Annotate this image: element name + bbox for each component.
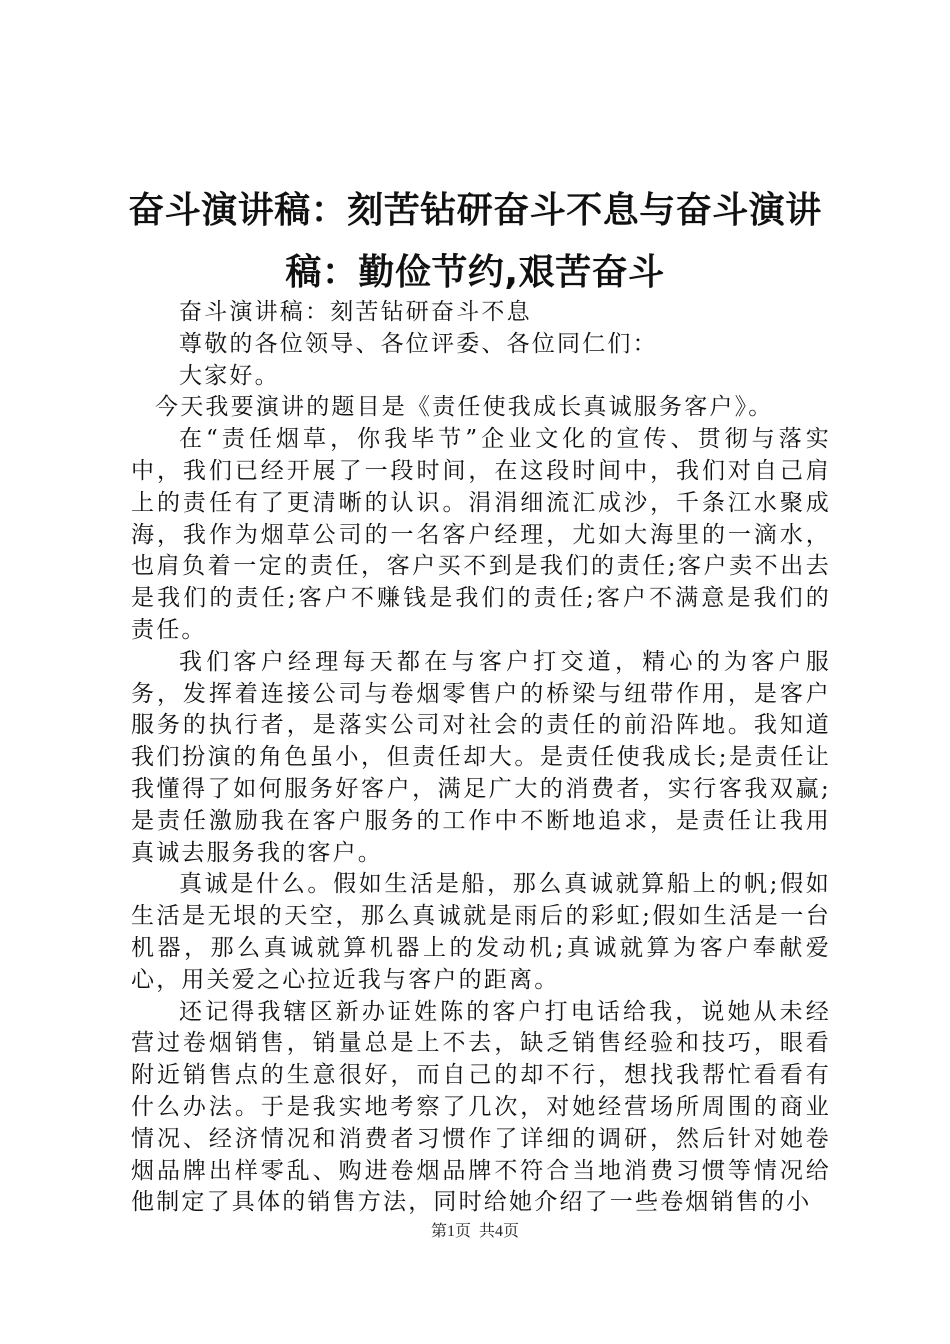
paragraph-body-4: 还记得我辖区新办证姓陈的客户打电话给我，说她从未经营过卷烟销售，销量总是上不去，缺乏销售经验和技巧，眼看附近销售点的生意很好，而自己的却不行，想找我帮忙看看有什么办法。于是我实地考察了几次，对她经营场所周围的商业情况、经济情况和消费者习惯作了详细的调研，然后针对她卷烟品牌出样零乱、购进卷烟品牌不符合当地消费习惯等情况给他制定了具体的销售方法，同时给她介绍了一些卷烟销售的小 [131, 998, 831, 1216]
paragraph-salutation: 尊敬的各位领导、各位评委、各位同仁们： [179, 330, 658, 357]
document-title: 奋斗演讲稿：刻苦钻研奋斗不息与奋斗演讲稿：勤俭节约,艰苦奋斗 [128, 190, 822, 293]
paragraph-body-1: 在“责任烟草，你我毕节”企业文化的宣传、贯彻与落实中，我们已经开展了一段时间，在这段时间中，我们对自己肩上的责任有了更清晰的认识。涓涓细流汇成沙，千条江水聚成海，我作为烟草公司的一名客户经理，尤如大海里的一滴水，也肩负着一定的责任，客户买不到是我们的责任;客户卖不出去是我们的责任;客户不赚钱是我们的责任;客户不满意是我们的责任。 [131, 426, 831, 643]
page-footer [0, 1218, 950, 1241]
paragraph-body-3: 真诚是什么。假如生活是船，那么真诚就算船上的帆;假如生活是无垠的天空，那么真诚就是雨后的彩虹;假如生活是一台机器，那么真诚就算机器上的发动机;真诚就算为客户奉献爱心，用关爱之心拉近我与客户的距离。 [131, 871, 831, 993]
paragraph-topic: 今天我要演讲的题目是《责任使我成长真诚服务客户》。 [155, 394, 774, 421]
page-number: 第1页 [430, 1223, 471, 1240]
document-body [131, 297, 831, 1219]
paragraph-heading-repeat: 奋斗演讲稿：刻苦钻研奋斗不息 [179, 299, 532, 325]
page-total: 共4页 [479, 1223, 520, 1240]
paragraph-body-2: 我们客户经理每天都在与客户打交道，精心的为客户服务，发挥着连接公司与卷烟零售户的桥梁与纽带作用，是客户服务的执行者，是落实公司对社会的责任的前沿阵地。我知道我们扮演的角色虽小，但责任却大。是责任使我成长;是责任让我懂得了如何服务好客户，满足广大的消费者，实行客我双赢;是责任激励我在客户服务的工作中不断地追求，是责任让我用真诚去服务我的客户。 [131, 648, 831, 866]
paragraph-greeting: 大家好。 [179, 362, 280, 389]
